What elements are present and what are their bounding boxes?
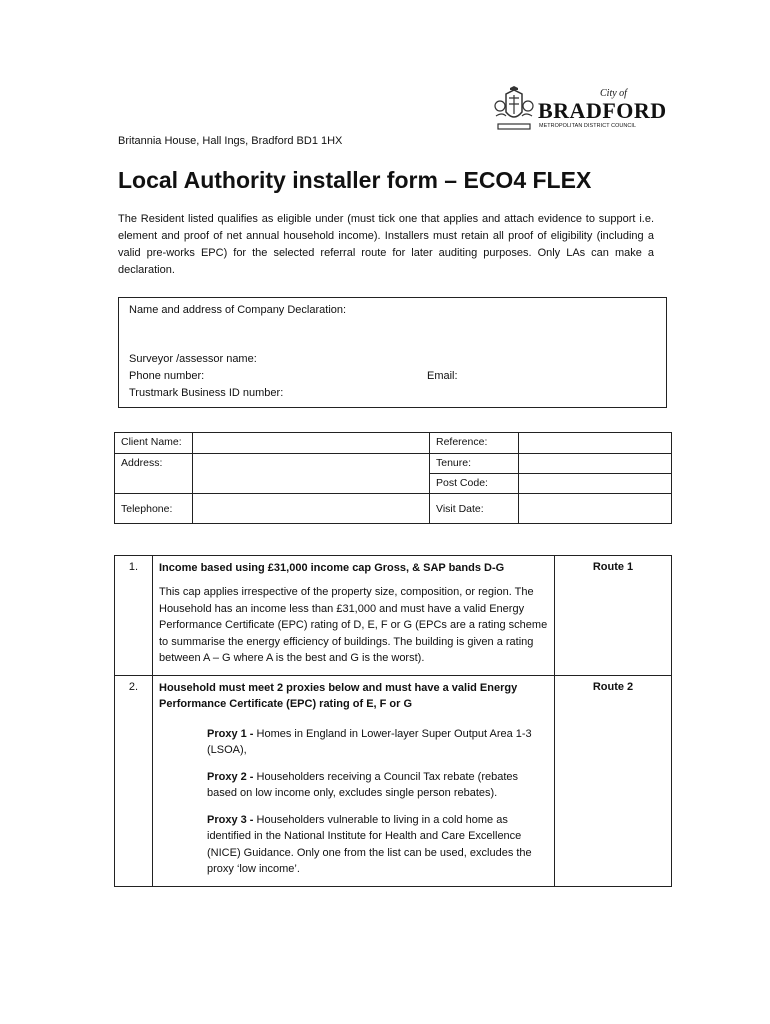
- proxy-3-text: Householders vulnerable to living in a cold home as identified in the National Institute for Health and Care Excellence (NICE) Guidance. Only one from the list can be used, excludes the proxy ‘low income’.: [207, 813, 532, 875]
- email-label: Email:: [427, 370, 458, 382]
- telephone-field[interactable]: [193, 494, 430, 524]
- route-2-number: 2.: [115, 675, 153, 886]
- tenure-field[interactable]: [519, 454, 672, 474]
- route-2-row: [115, 675, 672, 886]
- logo-name: BRADFORD: [538, 98, 667, 123]
- proxy-2: [207, 769, 547, 802]
- eligibility-routes-table: [114, 555, 672, 887]
- proxy-2-text: Householders receiving a Council Tax rebate (rebates based on low income only, excludes single person rebates).: [207, 770, 519, 799]
- route-2-description: [153, 675, 555, 886]
- address-label: Address:: [115, 454, 193, 494]
- visit-date-label: Visit Date:: [430, 494, 519, 524]
- logo-city-of: City of: [600, 88, 627, 99]
- proxy-3-label: Proxy 3 -: [207, 813, 254, 826]
- telephone-label: Telephone:: [115, 494, 193, 524]
- post-code-label: Post Code:: [430, 474, 519, 494]
- proxy-3: [207, 812, 547, 878]
- proxy-1-label: Proxy 1 -: [207, 727, 254, 740]
- route-1-body: This cap applies irrespective of the property size, composition, or region. The Household has an income less than £31,000 and must have a valid Energy Performance Certificate (EPC) rating of D, E, F or G (EPCs are a rating scheme to summarise the energy efficiency of buildings. The building is given a rating between A – G where A is the best and G is the worst).: [159, 586, 548, 664]
- council-address: Britannia House, Hall Ings, Bradford BD1 1HX: [118, 135, 343, 147]
- client-name-field[interactable]: [193, 433, 430, 454]
- proxy-2-label: Proxy 2 -: [207, 770, 254, 783]
- route-1-label[interactable]: Route 1: [555, 556, 672, 676]
- route-1-description: [153, 556, 555, 676]
- bradford-council-logo: [492, 86, 667, 136]
- route-1-number: 1.: [115, 556, 153, 676]
- company-declaration-box: [118, 297, 667, 408]
- route-2-heading: Household must meet 2 proxies below and must have a valid Energy Performance Certificate (EPC) rating of E, F or G: [159, 681, 518, 710]
- client-name-label: Client Name:: [115, 433, 193, 454]
- surveyor-label: Surveyor /assessor name:: [129, 353, 257, 365]
- client-details-table: [114, 432, 672, 524]
- tenure-label: Tenure:: [430, 454, 519, 474]
- post-code-field[interactable]: [519, 474, 672, 494]
- proxy-1-text: Homes in England in Lower-layer Super Output Area 1-3 (LSOA),: [207, 727, 532, 756]
- reference-label: Reference:: [430, 433, 519, 454]
- route-2-label[interactable]: Route 2: [555, 675, 672, 886]
- route-1-row: [115, 556, 672, 676]
- council-crest-icon: [495, 86, 533, 129]
- trustmark-label: Trustmark Business ID number:: [129, 387, 284, 399]
- reference-field[interactable]: [519, 433, 672, 454]
- address-field[interactable]: [193, 454, 430, 494]
- route-1-heading: Income based using £31,000 income cap Gross, & SAP bands D-G: [159, 562, 505, 574]
- name-address-label: Name and address of Company Declaration:: [129, 304, 347, 316]
- proxy-1: [207, 726, 547, 759]
- phone-label: Phone number:: [129, 370, 205, 382]
- logo-subtitle: METROPOLITAN DISTRICT COUNCIL: [539, 123, 637, 129]
- intro-paragraph: The Resident listed qualifies as eligible under (must tick one that applies and attach evidence to support i.e. element and proof of net annual household income). Installers must retain all proof of eligibility (including a valid pre-works EPC) for the selected referral route for later auditing purposes. Only LAs can make a declaration.: [118, 213, 654, 276]
- page-title: Local Authority installer form – ECO4 FLEX: [118, 167, 592, 193]
- visit-date-field[interactable]: [519, 494, 672, 524]
